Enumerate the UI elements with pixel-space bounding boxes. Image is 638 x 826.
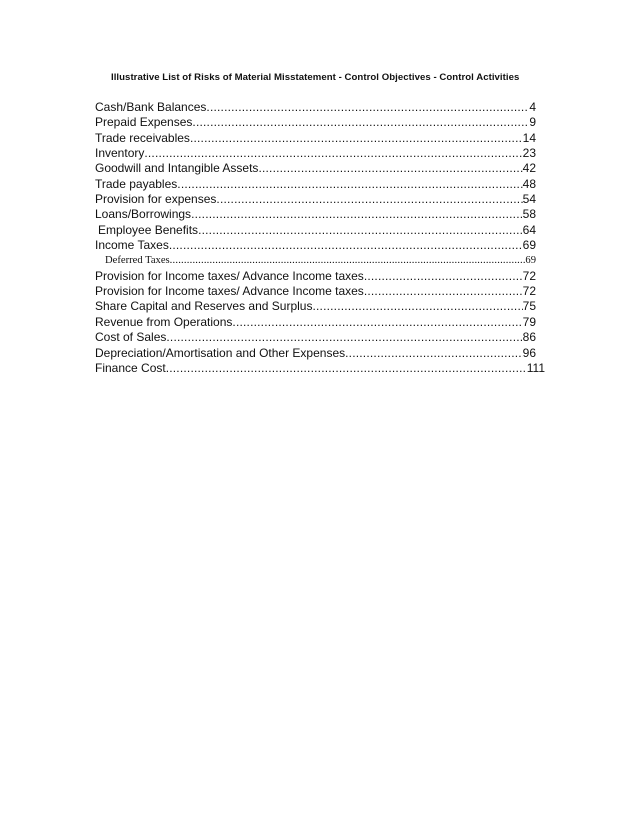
toc-entry-label: Loans/Borrowings [95, 207, 192, 222]
toc-entry-provision-income-taxes-1[interactable] [95, 269, 536, 284]
toc-entry-cash-bank-balances[interactable] [95, 100, 536, 115]
dot-leader [170, 253, 526, 268]
toc-entry-trade-receivables[interactable] [95, 131, 536, 146]
toc-entry-label: Share Capital and Reserves and Surplus [95, 299, 313, 314]
toc-entry-share-capital-reserves-surplus[interactable] [95, 299, 536, 314]
toc-entry-provision-for-expenses[interactable] [95, 192, 536, 207]
toc-entry-label: Deferred Taxes [105, 255, 170, 267]
toc-entry-label: Finance Cost [95, 360, 166, 375]
toc-entry-page-number: 54 [522, 192, 536, 207]
dot-leader [166, 361, 527, 376]
toc-entry-page-number: 23 [522, 146, 536, 161]
toc-entry-page-number: 42 [522, 161, 536, 176]
dot-leader [169, 238, 523, 253]
toc-entry-label: Goodwill and Intangible Assets [95, 161, 259, 176]
toc-entry-goodwill-intangible-assets[interactable] [95, 161, 536, 176]
toc-entry-label: Cost of Sales [95, 330, 167, 345]
dot-leader [177, 177, 522, 192]
dot-leader [345, 346, 523, 361]
dot-leader [144, 146, 522, 161]
toc-entry-label: Provision for expenses [95, 192, 217, 207]
toc-entry-label: Prepaid Expenses [95, 115, 193, 130]
toc-entry-label: Revenue from Operations [95, 314, 233, 329]
toc-entry-page-number: 48 [522, 176, 536, 191]
table-of-contents [95, 100, 545, 376]
toc-entry-cost-of-sales[interactable] [95, 330, 536, 345]
toc-entry-loans-borrowings[interactable] [95, 207, 536, 222]
toc-entry-depreciation-amortisation[interactable] [95, 346, 536, 361]
toc-entry-revenue-from-operations[interactable] [95, 315, 536, 330]
dot-leader [216, 192, 522, 207]
page-title: Illustrative List of Risks of Material Misstatement - Control Objectives - Control Activities [111, 72, 520, 83]
toc-entry-label: Cash/Bank Balances [95, 100, 207, 114]
toc-entry-inventory[interactable] [95, 146, 536, 161]
toc-entry-prepaid-expenses[interactable] [95, 115, 536, 130]
toc-entry-page-number: 69 [522, 238, 536, 253]
toc-entry-page-number: 4 [529, 100, 536, 114]
toc-entry-page-number: 96 [522, 345, 536, 360]
toc-entry-label: Inventory [95, 146, 145, 161]
dot-leader [258, 161, 522, 176]
dot-leader [191, 207, 523, 222]
toc-entry-page-number: 14 [522, 130, 536, 145]
toc-entry-page-number: 72 [522, 268, 536, 283]
toc-entry-page-number: 58 [522, 207, 536, 222]
toc-entry-label: Trade receivables [95, 130, 190, 145]
toc-entry-page-number: 111 [526, 360, 545, 375]
toc-entry-page-number: 9 [529, 115, 536, 130]
toc-entry-provision-income-taxes-2[interactable] [95, 284, 536, 299]
toc-entry-income-taxes[interactable] [95, 238, 536, 253]
dot-leader [364, 284, 523, 299]
toc-entry-label: Income Taxes [95, 238, 169, 253]
toc-entry-label: Depreciation/Amortisation and Other Expenses [95, 345, 346, 360]
toc-entry-page-number: 69 [525, 255, 536, 267]
toc-entry-finance-cost[interactable] [95, 361, 545, 376]
dot-leader [166, 330, 522, 345]
toc-entry-page-number: 79 [522, 314, 536, 329]
toc-entry-page-number: 75 [522, 299, 536, 314]
toc-entry-label: Provision for Income taxes/ Advance Income taxes [95, 268, 364, 283]
dot-leader [232, 315, 522, 330]
toc-entry-employee-benefits[interactable] [95, 223, 536, 238]
toc-entry-label: Provision for Income taxes/ Advance Income taxes [95, 284, 364, 299]
dot-leader [190, 131, 523, 146]
toc-entry-label: Employee Benefits [98, 222, 199, 237]
toc-entry-deferred-taxes[interactable] [95, 253, 536, 268]
dot-leader [364, 269, 523, 284]
toc-entry-trade-payables[interactable] [95, 177, 536, 192]
toc-entry-page-number: 72 [522, 284, 536, 299]
toc-entry-page-number: 86 [522, 330, 536, 345]
dot-leader [206, 100, 529, 115]
dot-leader [312, 299, 522, 314]
dot-leader [192, 115, 529, 130]
toc-entry-page-number: 64 [522, 222, 536, 237]
dot-leader [198, 223, 523, 238]
toc-entry-label: Trade payables [95, 176, 178, 191]
